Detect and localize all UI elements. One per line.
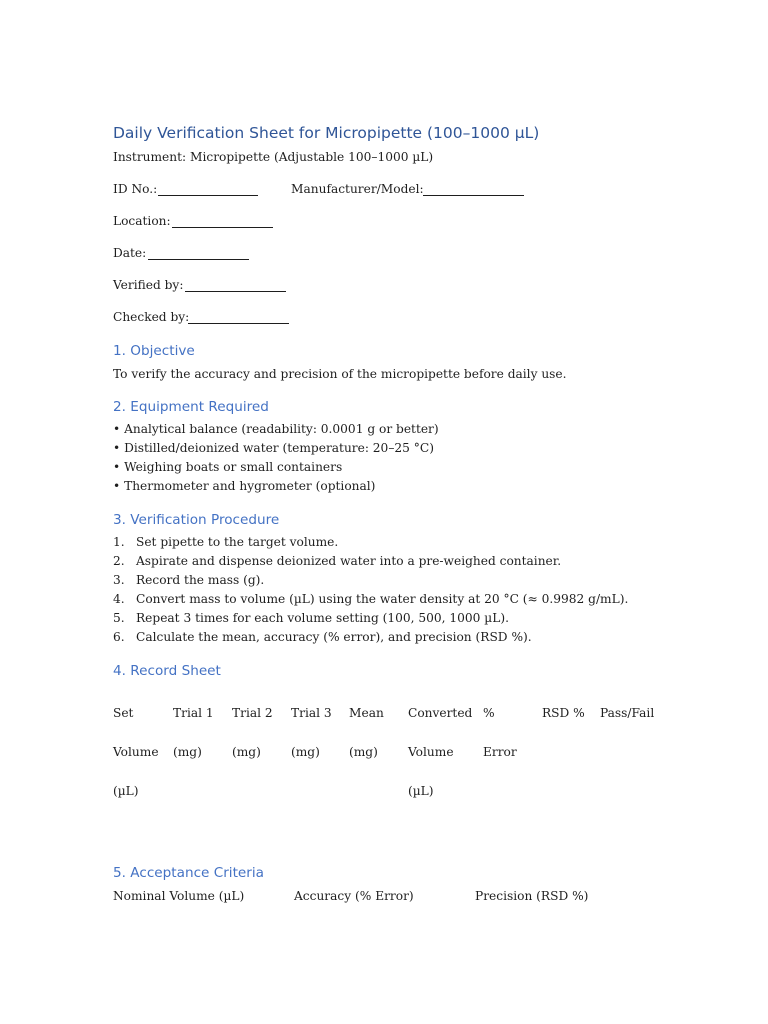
document-title: Daily Verification Sheet for Micropipette (100–1000 µL) [113,124,540,142]
step-number: 6. [113,630,125,644]
header-line: (mg) [349,744,378,759]
step-number: 3. [113,573,125,587]
header-line: (mg) [173,744,202,759]
objective-heading: 1. Objective [113,343,195,359]
step-text: Repeat 3 times for each volume setting (100, 500, 1000 µL). [136,611,509,625]
record-column-header [600,684,654,743]
equipment-item: • Analytical balance (readability: 0.0001 g or better) [113,422,439,436]
header-line: Volume [408,744,454,759]
record-sheet-heading: 4. Record Sheet [113,663,221,679]
verified-by-field-line[interactable] [185,291,286,292]
record-column-header [542,684,585,743]
step-number: 4. [113,592,125,606]
procedure-heading: 3. Verification Procedure [113,512,280,528]
step-number: 5. [113,611,125,625]
acceptance-column-header: Accuracy (% Error) [294,889,414,903]
checked-by-field-line[interactable] [188,323,289,324]
record-column-header [173,684,214,782]
header-line: (mg) [291,744,320,759]
instrument-line: Instrument: Micropipette (Adjustable 100–1000 µL) [113,150,434,164]
equipment-heading: 2. Equipment Required [113,399,269,415]
id-field-line[interactable] [158,195,258,196]
header-line: Trial 3 [291,705,332,720]
manufacturer-label: Manufacturer/Model: [291,182,424,196]
step-text: Aspirate and dispense deionized water into a pre-weighed container. [136,554,562,568]
header-line: (mg) [232,744,261,759]
acceptance-column-header: Precision (RSD %) [475,889,589,903]
step-number: 1. [113,535,125,549]
header-line: RSD % [542,705,585,720]
verified-by-label: Verified by: [113,278,184,292]
header-line: Volume [113,744,159,759]
record-column-header [291,684,332,782]
step-text: Calculate the mean, accuracy (% error), and precision (RSD %). [136,630,532,644]
header-line: Trial 2 [232,705,273,720]
record-column-header [408,684,472,821]
manufacturer-field-line[interactable] [423,195,524,196]
location-label: Location: [113,214,171,228]
acceptance-column-header: Nominal Volume (µL) [113,889,245,903]
header-line: % [483,705,495,720]
date-field-line[interactable] [148,259,249,260]
header-line: Pass/Fail [600,705,655,720]
equipment-item: • Thermometer and hygrometer (optional) [113,479,376,493]
record-column-header [349,684,384,782]
header-line: (µL) [408,783,434,798]
location-field-line[interactable] [172,227,273,228]
header-line: Mean [349,705,384,720]
record-column-header [113,684,159,821]
header-line: Trial 1 [173,705,214,720]
record-column-header [232,684,273,782]
id-label: ID No.: [113,182,158,196]
header-line: Set [113,705,134,720]
acceptance-heading: 5. Acceptance Criteria [113,865,264,881]
equipment-item: • Distilled/deionized water (temperature: 20–25 °C) [113,441,434,455]
step-text: Set pipette to the target volume. [136,535,339,549]
step-number: 2. [113,554,125,568]
objective-text: To verify the accuracy and precision of the micropipette before daily use. [113,367,567,381]
equipment-item: • Weighing boats or small containers [113,460,343,474]
header-line: Converted [408,705,473,720]
date-label: Date: [113,246,147,260]
checked-by-label: Checked by: [113,310,190,324]
step-text: Record the mass (g). [136,573,265,587]
header-line: (µL) [113,783,139,798]
record-column-header [483,684,517,782]
step-text: Convert mass to volume (µL) using the water density at 20 °C (≈ 0.9982 g/mL). [136,592,629,606]
header-line: Error [483,744,517,759]
